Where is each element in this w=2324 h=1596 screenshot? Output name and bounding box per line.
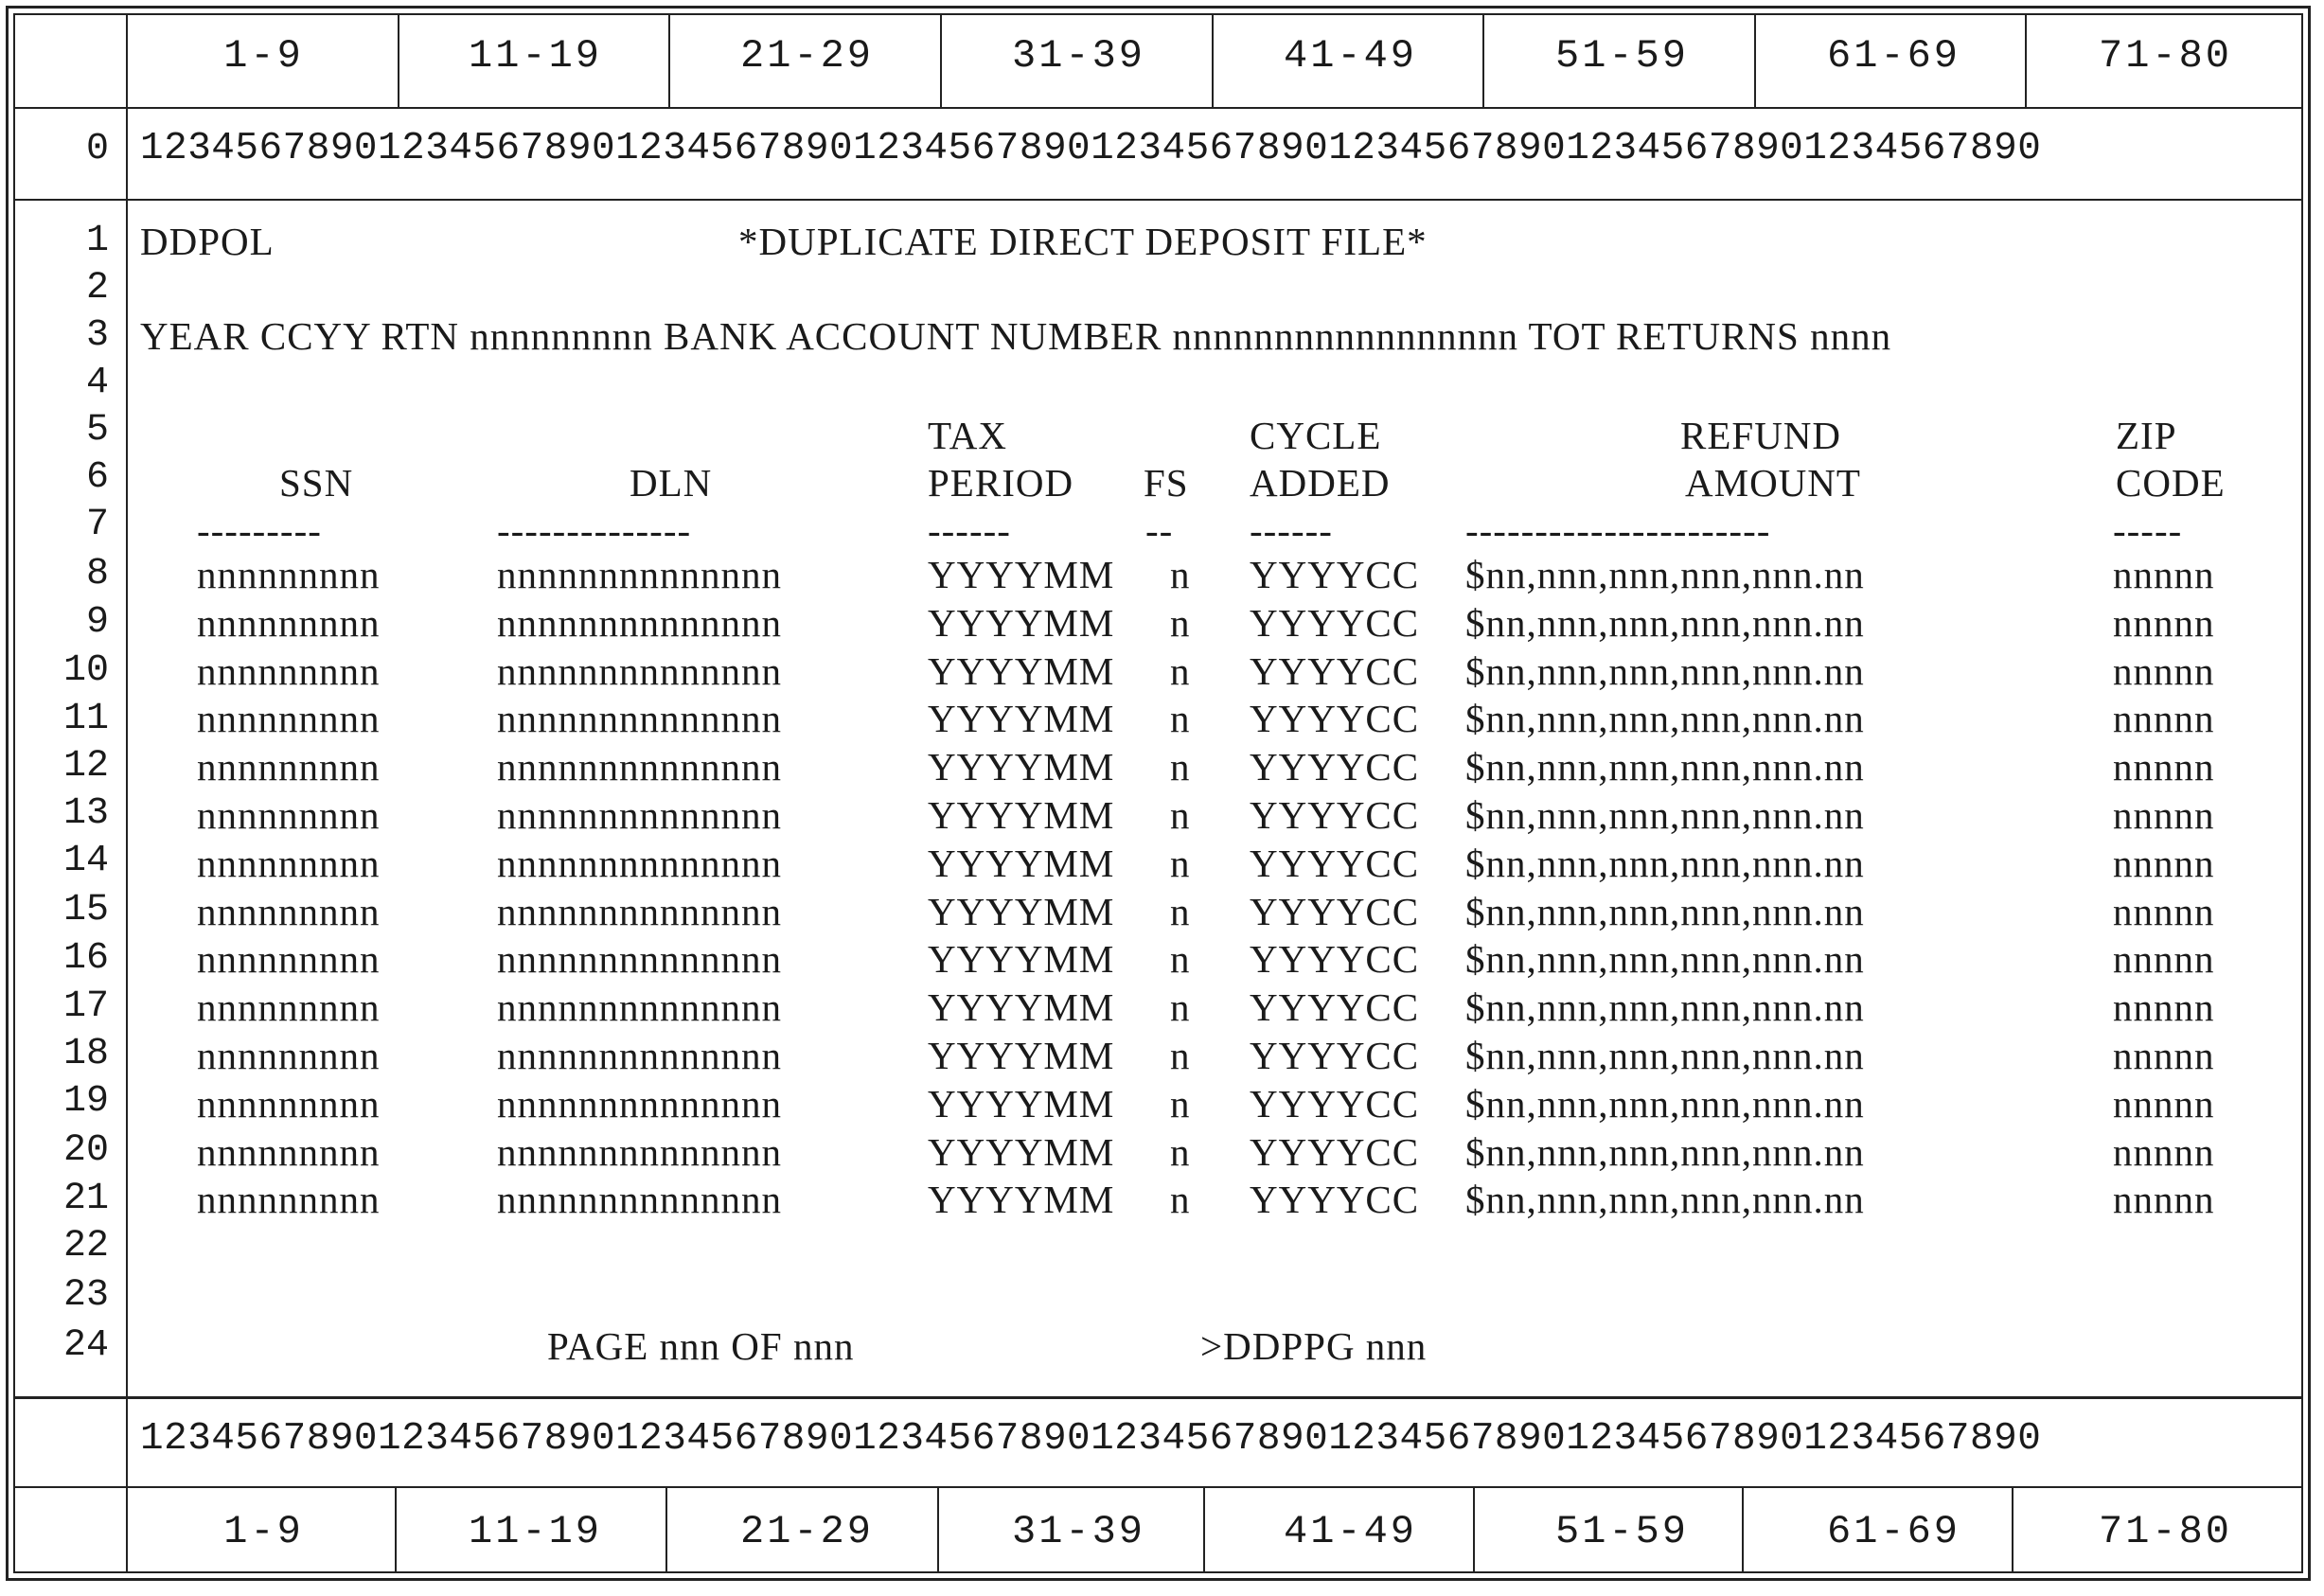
row-tax-period: YYYYMM xyxy=(928,985,1115,1029)
line-number: 7 xyxy=(85,504,109,546)
line-number: 17 xyxy=(62,985,109,1028)
line-number: 21 xyxy=(62,1178,109,1220)
row-cycle-added: YYYYCC xyxy=(1250,1082,1420,1126)
line-number: 18 xyxy=(62,1033,109,1075)
header-cycle: CYCLE xyxy=(1250,414,1382,457)
row-ssn: nnnnnnnnn xyxy=(197,985,381,1029)
divider-screen-bottom xyxy=(13,1396,2303,1399)
line-number: 23 xyxy=(62,1274,109,1317)
line-number: 9 xyxy=(85,601,109,644)
column-range-label: 11-19 xyxy=(468,33,603,79)
row-dln: nnnnnnnnnnnnnn xyxy=(497,1130,782,1174)
screen-id: DDPOL xyxy=(140,220,275,263)
row-fs: n xyxy=(1170,601,1191,645)
row-tax-period: YYYYMM xyxy=(928,793,1115,837)
header-tax: TAX xyxy=(928,414,1007,457)
column-ruler-top: 12345678901234567890123456789012345678901234567890123456789012345678901234567890 xyxy=(140,127,2042,170)
dash-fs: -- xyxy=(1145,508,1174,552)
column-range-label: 11-19 xyxy=(468,1509,603,1554)
row-zip-code: nnnnn xyxy=(2113,1034,2215,1077)
row-cycle-added: YYYYCC xyxy=(1250,1178,1420,1221)
row-tax-period: YYYYMM xyxy=(928,553,1115,596)
row-dln: nnnnnnnnnnnnnn xyxy=(497,842,782,885)
row-ssn: nnnnnnnnn xyxy=(197,601,381,645)
row-fs: n xyxy=(1170,985,1191,1029)
row-tax-period: YYYYMM xyxy=(928,601,1115,645)
row-fs: n xyxy=(1170,937,1191,981)
row-ssn: nnnnnnnnn xyxy=(197,842,381,885)
divider-ruler-bottom xyxy=(13,199,2303,201)
next-page-command: >DDPPG nnn xyxy=(1200,1324,1428,1368)
row-cycle-added: YYYYCC xyxy=(1250,937,1420,981)
row-ssn: nnnnnnnnn xyxy=(197,553,381,596)
row-refund-amount: $nn,nnn,nnn,nnn,nnn.nn xyxy=(1465,937,1865,981)
dash-cycle-added: ------ xyxy=(1250,508,1333,552)
row-cycle-added: YYYYCC xyxy=(1250,601,1420,645)
line-number: 3 xyxy=(85,314,109,357)
line-number: 14 xyxy=(62,840,109,882)
ruler-row-number: 0 xyxy=(85,128,109,170)
row-tax-period: YYYYMM xyxy=(928,1034,1115,1077)
row-refund-amount: $nn,nnn,nnn,nnn,nnn.nn xyxy=(1465,890,1865,933)
row-dln: nnnnnnnnnnnnnn xyxy=(497,985,782,1029)
row-refund-amount: $nn,nnn,nnn,nnn,nnn.nn xyxy=(1465,553,1865,596)
row-refund-amount: $nn,nnn,nnn,nnn,nnn.nn xyxy=(1465,842,1865,885)
line-number: 22 xyxy=(62,1225,109,1268)
row-cycle-added: YYYYCC xyxy=(1250,649,1420,693)
row-tax-period: YYYYMM xyxy=(928,745,1115,789)
row-refund-amount: $nn,nnn,nnn,nnn,nnn.nn xyxy=(1465,1178,1865,1221)
row-refund-amount: $nn,nnn,nnn,nnn,nnn.nn xyxy=(1465,793,1865,837)
row-tax-period: YYYYMM xyxy=(928,649,1115,693)
row-ssn: nnnnnnnnn xyxy=(197,1178,381,1221)
row-fs: n xyxy=(1170,1034,1191,1077)
row-cycle-added: YYYYCC xyxy=(1250,1130,1420,1174)
row-fs: n xyxy=(1170,649,1191,693)
line-number: 2 xyxy=(85,267,109,310)
row-zip-code: nnnnn xyxy=(2113,697,2215,740)
row-fs: n xyxy=(1170,553,1191,596)
row-tax-period: YYYYMM xyxy=(928,937,1115,981)
row-tax-period: YYYYMM xyxy=(928,1082,1115,1126)
row-refund-amount: $nn,nnn,nnn,nnn,nnn.nn xyxy=(1465,1082,1865,1126)
row-zip-code: nnnnn xyxy=(2113,745,2215,789)
header-tax-period: PERIOD xyxy=(928,461,1074,505)
line-number: 11 xyxy=(62,698,109,740)
column-range-label: 31-39 xyxy=(1011,1509,1146,1554)
line-number: 16 xyxy=(62,937,109,980)
row-cycle-added: YYYYCC xyxy=(1250,842,1420,885)
row-dln: nnnnnnnnnnnnnn xyxy=(497,1178,782,1221)
page-indicator: PAGE nnn OF nnn xyxy=(547,1324,855,1368)
column-range-header xyxy=(128,33,2301,79)
screen-title: *DUPLICATE DIRECT DEPOSIT FILE* xyxy=(738,220,1428,263)
row-dln: nnnnnnnnnnnnnn xyxy=(497,793,782,837)
row-ssn: nnnnnnnnn xyxy=(197,697,381,740)
row-refund-amount: $nn,nnn,nnn,nnn,nnn.nn xyxy=(1465,601,1865,645)
row-zip-code: nnnnn xyxy=(2113,1178,2215,1221)
row-ssn: nnnnnnnnn xyxy=(197,1082,381,1126)
row-ssn: nnnnnnnnn xyxy=(197,649,381,693)
row-tax-period: YYYYMM xyxy=(928,1130,1115,1174)
column-range-footer xyxy=(128,1509,2301,1554)
line-number: 20 xyxy=(62,1129,109,1172)
header-dln: DLN xyxy=(630,461,713,505)
line-number: 1 xyxy=(85,220,109,262)
row-refund-amount: $nn,nnn,nnn,nnn,nnn.nn xyxy=(1465,985,1865,1029)
row-dln: nnnnnnnnnnnnnn xyxy=(497,697,782,740)
row-dln: nnnnnnnnnnnnnn xyxy=(497,745,782,789)
row-fs: n xyxy=(1170,697,1191,740)
row-ssn: nnnnnnnnn xyxy=(197,1034,381,1077)
column-range-label: 51-59 xyxy=(1554,1509,1690,1554)
row-fs: n xyxy=(1170,1082,1191,1126)
row-fs: n xyxy=(1170,1178,1191,1221)
row-cycle-added: YYYYCC xyxy=(1250,890,1420,933)
header-zip: ZIP xyxy=(2116,414,2177,457)
line-number: 10 xyxy=(62,649,109,692)
row-zip-code: nnnnn xyxy=(2113,649,2215,693)
row-dln: nnnnnnnnnnnnnn xyxy=(497,553,782,596)
column-range-label: 61-69 xyxy=(1826,33,1961,79)
row-zip-code: nnnnn xyxy=(2113,890,2215,933)
row-cycle-added: YYYYCC xyxy=(1250,793,1420,837)
column-range-label: 61-69 xyxy=(1826,1509,1961,1554)
row-fs: n xyxy=(1170,842,1191,885)
divider-line-number-column xyxy=(126,13,128,1573)
header-fs: FS xyxy=(1144,461,1189,505)
header-refund-amount: AMOUNT xyxy=(1685,461,1861,505)
column-range-label: 21-29 xyxy=(739,1509,875,1554)
row-fs: n xyxy=(1170,1130,1191,1174)
header-cycle-added: ADDED xyxy=(1250,461,1391,505)
divider-footer-ruler-bottom xyxy=(13,1486,2303,1488)
row-cycle-added: YYYYCC xyxy=(1250,745,1420,789)
column-range-label: 41-49 xyxy=(1283,33,1418,79)
column-ruler-bottom: 12345678901234567890123456789012345678901234567890123456789012345678901234567890 xyxy=(140,1417,2042,1461)
account-summary-line: YEAR CCYY RTN nnnnnnnnn BANK ACCOUNT NUMBER nnnnnnnnnnnnnnnnn TOT RETURNS nnnn xyxy=(140,314,1892,358)
header-refund: REFUND xyxy=(1680,414,1842,457)
row-cycle-added: YYYYCC xyxy=(1250,1034,1420,1077)
line-number: 8 xyxy=(85,553,109,595)
dash-tax-period: ------ xyxy=(928,508,1011,552)
row-fs: n xyxy=(1170,745,1191,789)
line-number: 15 xyxy=(62,889,109,931)
row-refund-amount: $nn,nnn,nnn,nnn,nnn.nn xyxy=(1465,1130,1865,1174)
line-number: 12 xyxy=(62,745,109,788)
row-cycle-added: YYYYCC xyxy=(1250,553,1420,596)
row-ssn: nnnnnnnnn xyxy=(197,793,381,837)
line-number: 5 xyxy=(85,409,109,452)
row-tax-period: YYYYMM xyxy=(928,1178,1115,1221)
row-ssn: nnnnnnnnn xyxy=(197,937,381,981)
line-number: 19 xyxy=(62,1080,109,1123)
row-dln: nnnnnnnnnnnnnn xyxy=(497,1034,782,1077)
line-number: 4 xyxy=(85,362,109,404)
row-refund-amount: $nn,nnn,nnn,nnn,nnn.nn xyxy=(1465,649,1865,693)
row-zip-code: nnnnn xyxy=(2113,842,2215,885)
row-refund-amount: $nn,nnn,nnn,nnn,nnn.nn xyxy=(1465,697,1865,740)
column-range-label: 21-29 xyxy=(739,33,875,79)
dash-zip-code: ----- xyxy=(2113,508,2183,552)
dash-ssn: --------- xyxy=(197,508,322,552)
row-cycle-added: YYYYCC xyxy=(1250,697,1420,740)
row-dln: nnnnnnnnnnnnnn xyxy=(497,890,782,933)
column-range-label: 71-80 xyxy=(2098,33,2233,79)
row-ssn: nnnnnnnnn xyxy=(197,745,381,789)
column-range-label: 1-9 xyxy=(223,33,304,79)
header-zip-code: CODE xyxy=(2116,461,2226,505)
row-dln: nnnnnnnnnnnnnn xyxy=(497,649,782,693)
row-tax-period: YYYYMM xyxy=(928,697,1115,740)
row-tax-period: YYYYMM xyxy=(928,842,1115,885)
row-ssn: nnnnnnnnn xyxy=(197,1130,381,1174)
row-zip-code: nnnnn xyxy=(2113,553,2215,596)
line-number: 13 xyxy=(62,792,109,835)
row-zip-code: nnnnn xyxy=(2113,601,2215,645)
row-fs: n xyxy=(1170,890,1191,933)
column-range-label: 31-39 xyxy=(1011,33,1146,79)
row-tax-period: YYYYMM xyxy=(928,890,1115,933)
row-refund-amount: $nn,nnn,nnn,nnn,nnn.nn xyxy=(1465,1034,1865,1077)
row-cycle-added: YYYYCC xyxy=(1250,985,1420,1029)
header-ssn: SSN xyxy=(279,461,354,505)
column-range-label: 1-9 xyxy=(223,1509,304,1554)
row-zip-code: nnnnn xyxy=(2113,1082,2215,1126)
row-zip-code: nnnnn xyxy=(2113,793,2215,837)
row-zip-code: nnnnn xyxy=(2113,985,2215,1029)
line-number: 24 xyxy=(62,1324,109,1367)
dash-refund-amount: ---------------------- xyxy=(1465,508,1771,552)
divider-header-bottom xyxy=(13,107,2303,109)
row-zip-code: nnnnn xyxy=(2113,937,2215,981)
dash-dln: -------------- xyxy=(497,508,692,552)
row-dln: nnnnnnnnnnnnnn xyxy=(497,1082,782,1126)
row-zip-code: nnnnn xyxy=(2113,1130,2215,1174)
column-range-label: 71-80 xyxy=(2098,1509,2233,1554)
row-dln: nnnnnnnnnnnnnn xyxy=(497,937,782,981)
row-ssn: nnnnnnnnn xyxy=(197,890,381,933)
row-fs: n xyxy=(1170,793,1191,837)
line-number: 6 xyxy=(85,456,109,499)
column-range-label: 51-59 xyxy=(1554,33,1690,79)
row-refund-amount: $nn,nnn,nnn,nnn,nnn.nn xyxy=(1465,745,1865,789)
row-dln: nnnnnnnnnnnnnn xyxy=(497,601,782,645)
column-range-label: 41-49 xyxy=(1283,1509,1418,1554)
